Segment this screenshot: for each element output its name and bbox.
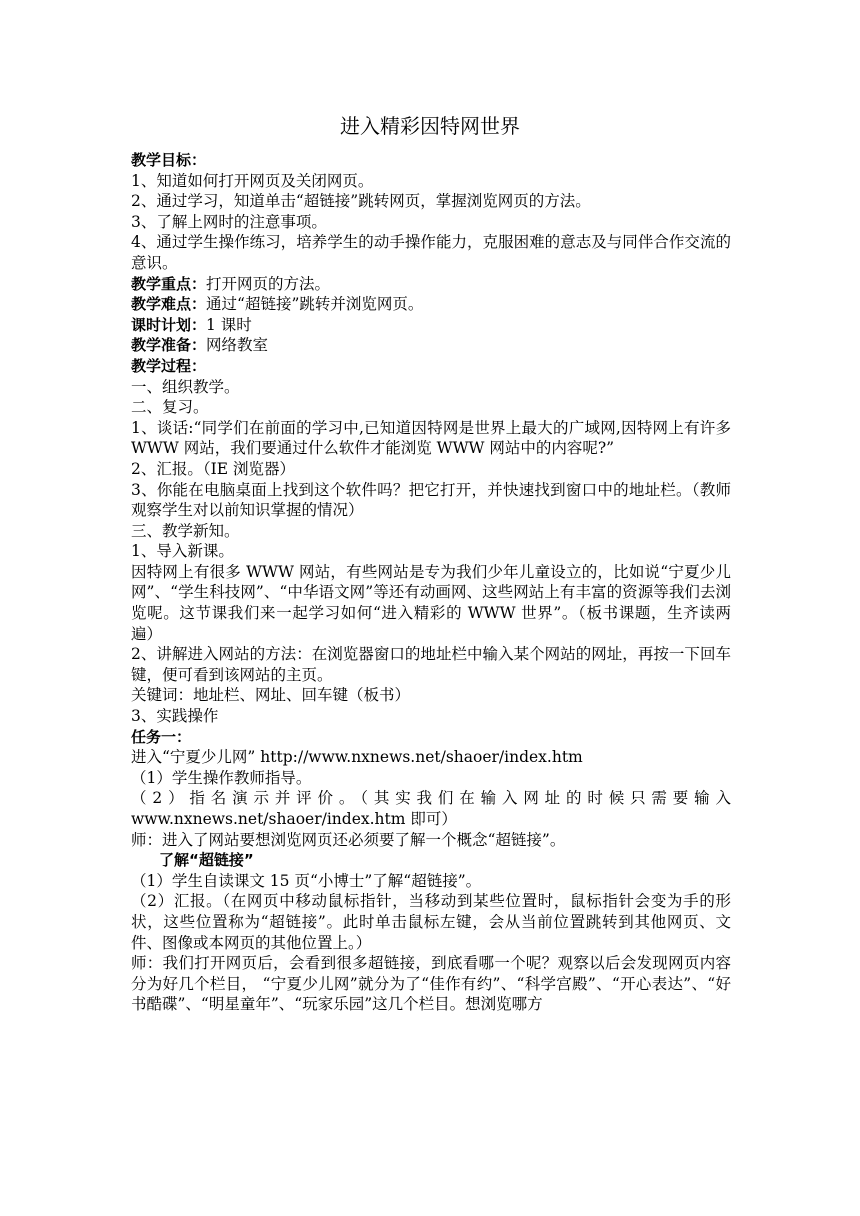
document-body [131,150,731,1015]
difficulty-line [131,294,731,315]
difficulty-text: 通过“超链接”跳转并浏览网页。 [206,295,424,314]
schedule-line [131,315,731,336]
goal-item: 3、了解上网时的注意事项。 [131,212,327,231]
paragraph: （1）学生操作教师指导。 [131,768,312,787]
paragraph: www.nxnews.net/shaoer/index.htm 即可） [131,810,457,828]
schedule-text: 1 课时 [206,315,252,334]
paragraph: 师：我们打开网页后，会看到很多超链接，到底看哪一个呢？观察以后会发现网页内容分为好几个栏目， “宁夏少儿网”就分为了“佳作有约”、“科学宫殿”、“开心表达”、“好书酷碟”、“明星童年”、“玩家乐园”这几个栏目。想浏览哪方 [131,954,731,1014]
prep-line [131,335,731,356]
paragraph: 2、汇报。（IE 浏览器） [131,459,295,478]
goal-item: 1、知道如何打开网页及关闭网页。 [131,171,374,190]
page-title: 进入精彩因特网世界 [340,114,520,138]
process-heading: 教学过程： [131,356,207,375]
paragraph: （2）汇报。（在网页中移动鼠标指针，当移动到某些位置时，鼠标指针会变为手的形状，这些位置称为“超链接”。此时单击鼠标左键，会从当前位置跳转到其他网页、文件、图像或本网页的其他位置上。） [131,892,731,952]
paragraph: 一、组织教学。 [131,377,240,396]
paragraph: 进入“宁夏少儿网” http://www.nxnews.net/shaoer/index.htm [131,748,583,767]
paragraph: 1、谈话:“同学们在前面的学习中,已知道因特网是世界上最大的广域网,因特网上有许多 WWW 网站，我们要通过什么软件才能浏览 WWW 网站中的内容呢?” [131,418,731,458]
hyperlink-heading: 了解“超链接” [159,851,254,870]
paragraph: （1）学生自读课文 15 页“小博士”了解“超链接”。 [131,871,482,890]
goals-heading: 教学目标： [131,151,207,169]
paragraph: 三、教学新知。 [131,521,240,540]
goal-item: 2、通过学习，知道单击“超链接”跳转网页，掌握浏览网页的方法。 [131,192,591,211]
goal-item: 4、通过学生操作练习，培养学生的动手操作能力，克服困难的意志及与同伴合作交流的意识。 [131,233,731,272]
paragraph: 2、讲解进入网站的方法：在浏览器窗口的地址栏中输入某个网站的网址，再按一下回车键，便可看到该网站的主页。 [131,645,731,684]
key-point-text: 打开网页的方法。 [206,274,331,293]
prep-label: 教学准备： [131,336,207,355]
task1-heading: 任务一： [131,727,192,746]
paragraph: 3、你能在电脑桌面上找到这个软件吗？把它打开，并快速找到窗口中的地址栏。（教师观察学生对以前知识掌握的情况） [131,480,731,520]
paragraph: 因特网上有很多 WWW 网站，有些网站是专为我们少年儿童设立的，比如说“宁夏少儿网”、“学生科技网”、“中华语文网”等还有动画网、这些网站上有丰富的资源等我们去浏览呢。这节课我们来一起学习如何“进入精彩的 WWW 世界”。（板书课题，生齐读两遍） [131,562,731,643]
schedule-label: 课时计划： [131,315,207,334]
key-point-line [131,274,731,295]
paragraph: 关键词：地址栏、网址、回车键（板书） [131,686,411,705]
key-point-label: 教学重点： [131,274,207,293]
paragraph: 3、实践操作 [131,707,219,726]
paragraph: 师：进入了网站要想浏览网页还必须要了解一个概念“超链接”。 [131,830,566,849]
paragraph: 1、导入新课。 [131,542,234,561]
prep-text: 网络教室 [206,336,269,355]
paragraph: （2）指名演示并评价。（其实我们在输入网址的时候只需要输入 [131,789,731,808]
difficulty-label: 教学难点： [131,295,207,314]
paragraph: 二、复习。 [131,398,209,417]
